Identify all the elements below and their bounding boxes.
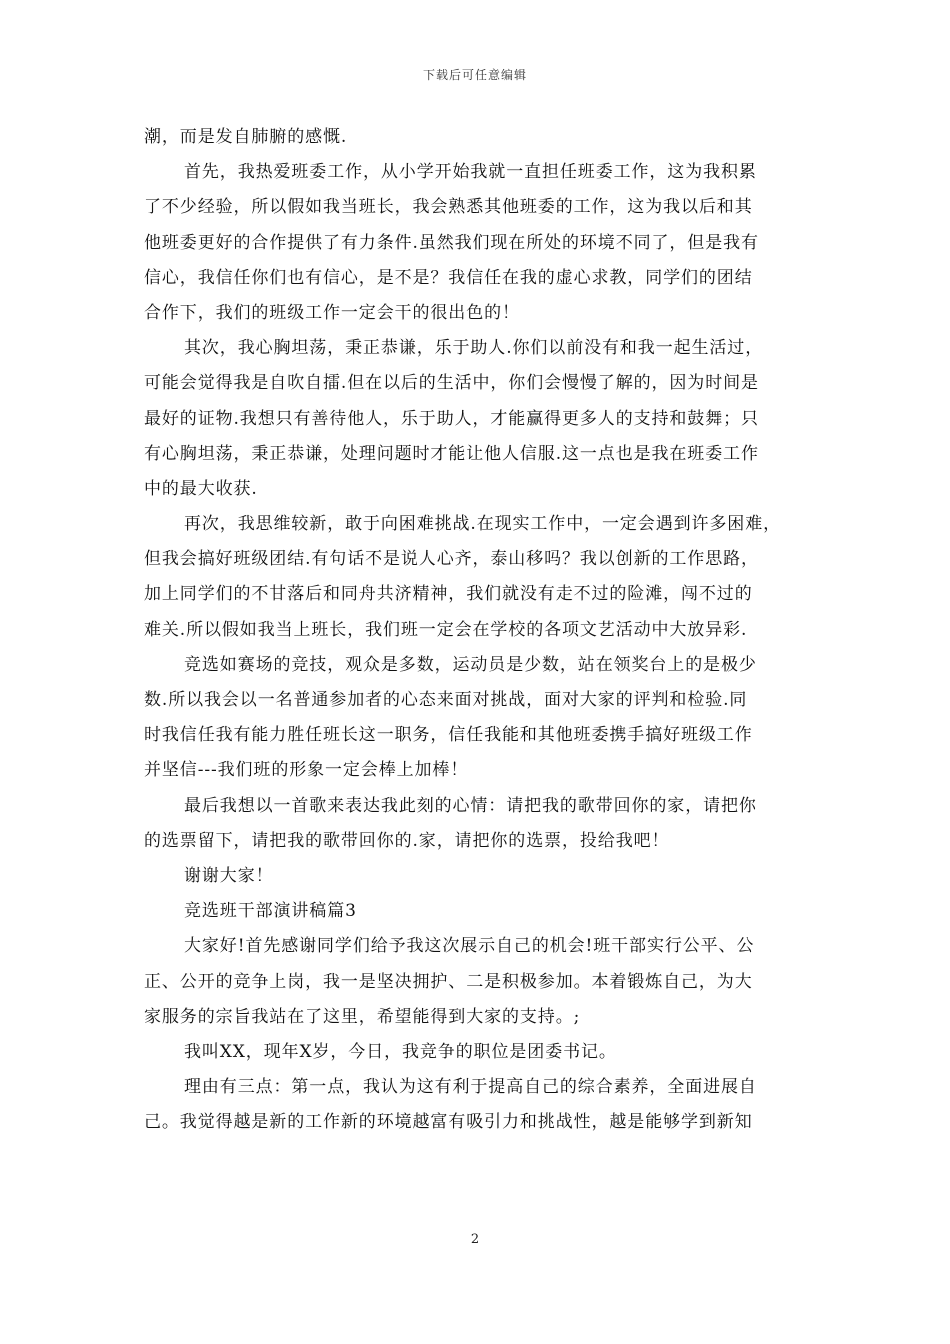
- text-line: 最好的证物.我想只有善待他人，乐于助人，才能赢得更多人的支持和鼓舞；只: [144, 408, 759, 429]
- text-line: 竞选班干部演讲稿篇3: [184, 901, 357, 922]
- text-line: 的选票留下，请把我的歌带回你的.家，请把你的选票，投给我吧！: [144, 830, 670, 851]
- page-header: 下载后可任意编辑: [422, 68, 527, 82]
- text-line: 但我会搞好班级团结.有句话不是说人心齐，泰山移吗？我以创新的工作思路，: [144, 549, 759, 570]
- text-line: 他班委更好的合作提供了有力条件.虽然我们现在所处的环境不同了，但是我有: [144, 232, 759, 253]
- document-body: [144, 120, 814, 1140]
- text-line: 合作下，我们的班级工作一定会干的很出色的！: [144, 302, 520, 323]
- text-line: 数.所以我会以一名普通参加者的心态来面对挑战，面对大家的评判和检验.同: [144, 690, 748, 710]
- text-line: 加上同学们的不甘落后和同舟共济精神，我们就没有走不过的险滩，闯不过的: [144, 584, 753, 605]
- text-line: 最后我想以一首歌来表达我此刻的心情：请把我的歌带回你的家，请把你: [184, 795, 757, 816]
- text-line: 再次，我思维较新，敢于向困难挑战.在现实工作中，一定会遇到许多困难，: [184, 514, 782, 535]
- text-line: 理由有三点：第一点，我认为这有利于提高自己的综合素养，全面进展自: [184, 1077, 757, 1098]
- text-line: 有心胸坦荡，秉正恭谦，处理问题时才能让他人信服.这一点也是我在班委工作: [144, 443, 759, 464]
- text-line: 并坚信---我们班的形象一定会棒上加棒！: [144, 760, 469, 781]
- text-line: 难关.所以假如我当上班长，我们班一定会在学校的各项文艺活动中大放异彩.: [144, 619, 748, 640]
- text-line: 潮，而是发自肺腑的感慨.: [144, 127, 348, 147]
- text-line: 信心，我信任你们也有信心，是不是？我信任在我的虚心求教，同学们的团结: [144, 267, 753, 288]
- page-number: 2: [470, 1232, 480, 1247]
- text-line: 正、公开的竞争上岗，我一是坚决拥护、二是积极参加。本着锻炼自己，为大: [144, 971, 753, 992]
- text-line: 己。我觉得越是新的工作新的环境越富有吸引力和挑战性，越是能够学到新知: [144, 1112, 753, 1133]
- text-line: 可能会觉得我是自吹自擂.但在以后的生活中，你们会慢慢了解的，因为时间是: [144, 373, 759, 394]
- text-line: 我叫XX，现年X岁，今日，我竞争的职位是团委书记。: [184, 1041, 617, 1062]
- text-line: 了不少经验，所以假如我当班长，我会熟悉其他班委的工作，这为我以后和其: [144, 197, 753, 218]
- text-line: 大家好!首先感谢同学们给予我这次展示自己的机会!班干部实行公平、公: [184, 936, 755, 957]
- text-line: 竞选如赛场的竞技，观众是多数，运动员是少数，站在领奖台上的是极少: [184, 654, 757, 675]
- text-line: 首先，我热爱班委工作，从小学开始我就一直担任班委工作，这为我积累: [184, 162, 757, 183]
- text-line: 时我信任我有能力胜任班长这一职务，信任我能和其他班委携手搞好班级工作: [144, 725, 753, 746]
- text-line: 谢谢大家！: [184, 865, 274, 886]
- text-line: 其次，我心胸坦荡，秉正恭谦，乐于助人.你们以前没有和我一起生活过，: [184, 338, 764, 359]
- text-line: 家服务的宗旨我站在了这里，希望能得到大家的支持。;: [144, 1006, 581, 1027]
- text-line: 中的最大收获.: [144, 478, 258, 499]
